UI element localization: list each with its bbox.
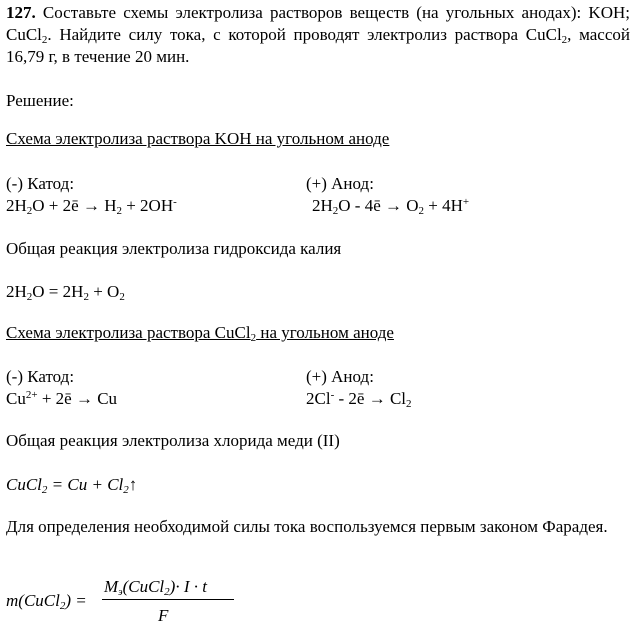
overall-koh-title: Общая реакция электролиза гидроксида калия [6, 239, 342, 258]
formula-denominator: F [158, 606, 169, 625]
faraday-formula [6, 572, 306, 632]
cathode-equation: $2H_2O$ + 2ē → $H_2 + 2OH^-$ [6, 196, 177, 217]
cathode-label: (-) Катод: [6, 174, 75, 193]
overall-cucl2-equation: CuCl$_2$ = $Cu + Cl_2↑$ [6, 475, 138, 496]
anode-label: (+) Анод: [306, 367, 374, 386]
overall-koh-equation: $2H_2O = 2H_2 + O_2$ [6, 282, 125, 303]
task-statement: 127. Составьте схемы электролиза растворов веществ (на угольных анодах): KOH; CuCl$_2$. Найдите силу тока, с которой проводят электролиз раствора CuCl$_2$, массой 16,79 г, в течение 20 мин. [6, 3, 630, 66]
faraday-text: Для определения необходимой силы тока воспользуемся первым законом Фарадея. [6, 517, 608, 536]
cathode-label: (-) Катод: [6, 367, 75, 386]
formula-lhs: m(CuCl$_2$) = [6, 591, 87, 612]
scheme-koh-labels [6, 173, 630, 195]
solution-label: Решение: [6, 91, 74, 110]
overall-cucl2-title: Общая реакция электролиза хлорида меди (II) [6, 431, 340, 450]
formula-numerator: $M_э(CuCl_2)\cdot I \cdot t$ [104, 577, 207, 598]
anode-equation: $2H_2O$ - 4ē → $O_2 + 4H^+$ [312, 196, 470, 217]
scheme-koh-title: Схема электролиза раствора KOH на угольном аноде [6, 129, 390, 148]
anode-label: (+) Анод: [306, 174, 374, 193]
scheme-cucl2-equations [6, 388, 630, 410]
anode-equation: 2Cl- - 2ē → $Cl_2$ [306, 389, 412, 410]
cathode-equation: $Cu^{2+}$ + 2ē → Cu [6, 389, 118, 408]
fraction-bar [102, 599, 234, 600]
task-number: 127. [6, 3, 36, 22]
scheme-cucl2-title: Схема электролиза раствора CuCl$_2$ на угольном аноде [6, 323, 394, 344]
scheme-koh-equations [6, 195, 630, 217]
scheme-cucl2-labels [6, 366, 630, 388]
